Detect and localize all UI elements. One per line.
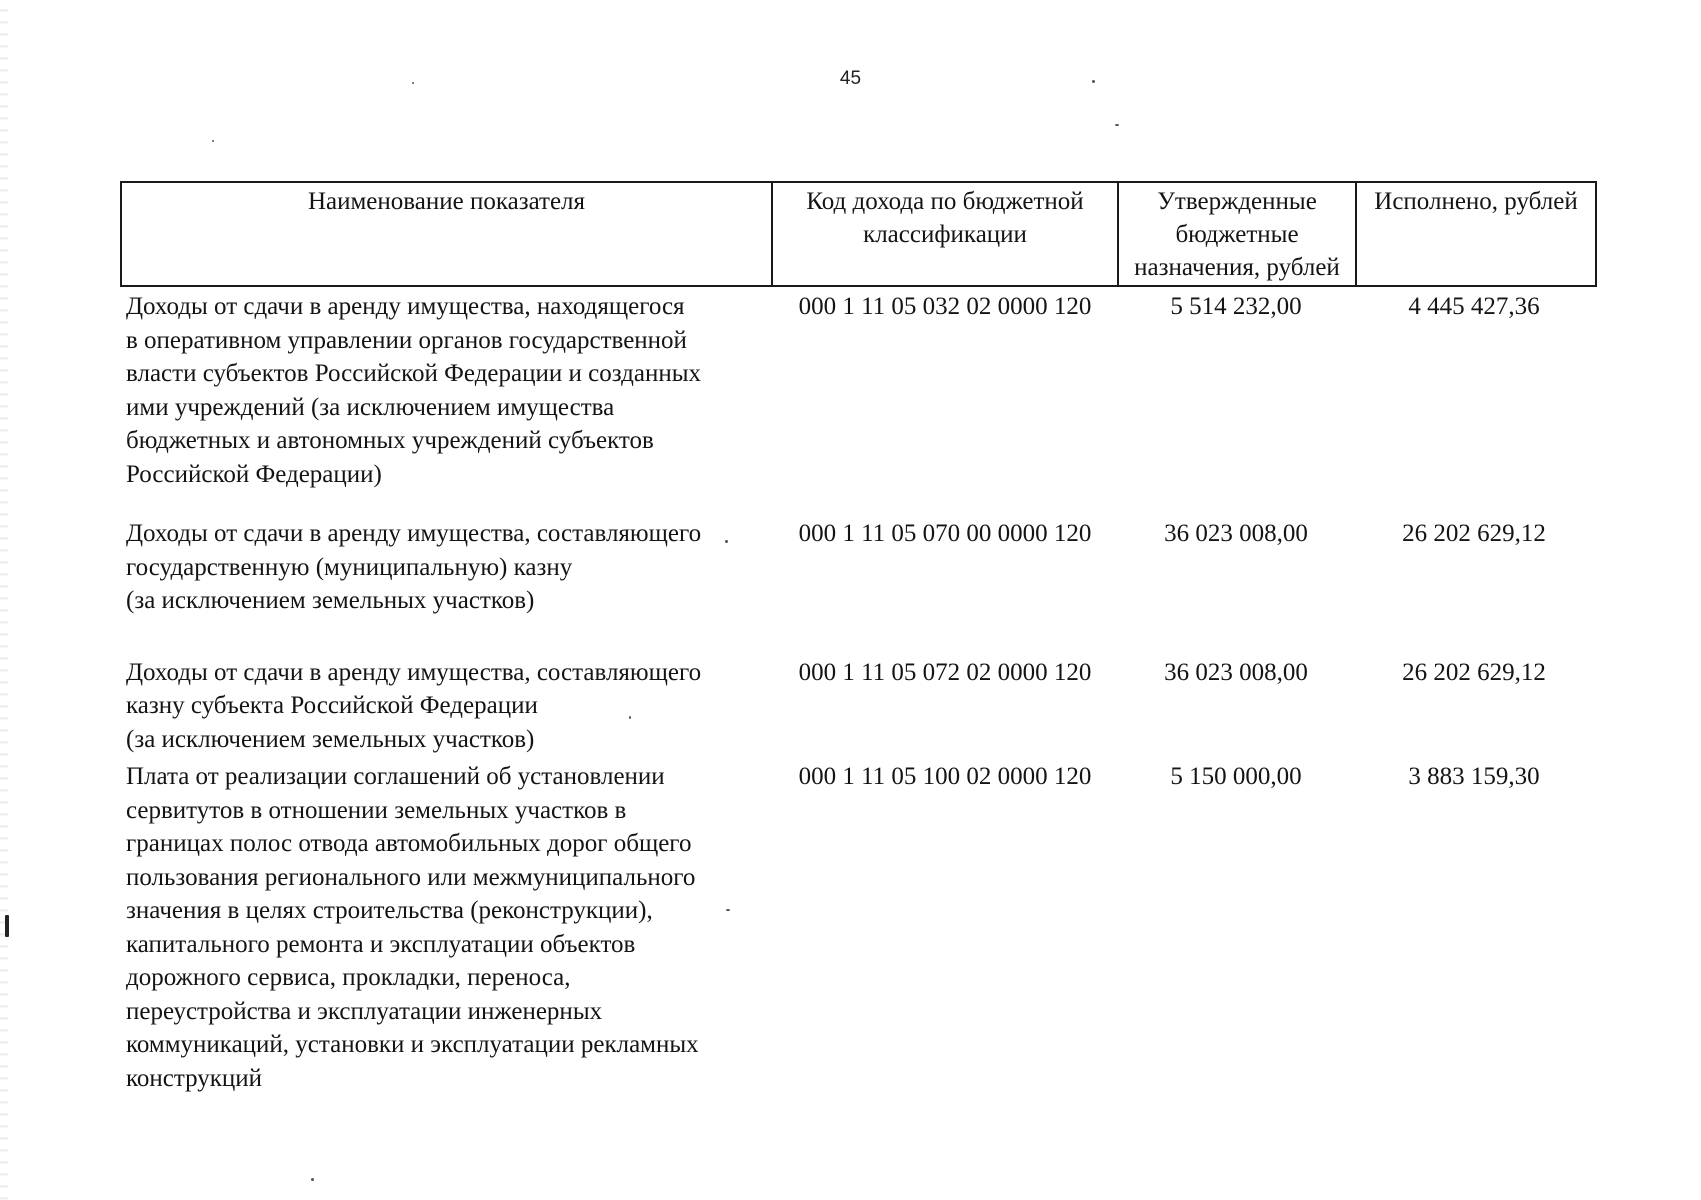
scan-speck xyxy=(212,140,214,142)
table-row xyxy=(120,517,1597,618)
header-executed: Исполнено, рублей xyxy=(1374,188,1578,215)
scan-edge-noise xyxy=(0,0,8,1200)
scan-speck xyxy=(1092,80,1095,83)
scan-speck xyxy=(412,82,414,84)
header-code: Код дохода по бюджетной классификации xyxy=(773,183,1119,285)
scan-speck xyxy=(1115,124,1119,126)
row-code: 000 1 11 05 070 00 0000 120 xyxy=(798,520,1092,547)
row-approved: 36 023 008,00 xyxy=(1164,520,1308,547)
row-executed: 26 202 629,12 xyxy=(1402,658,1546,686)
row-approved: 5 514 232,00 xyxy=(1170,293,1302,320)
header-name: Наименование показателя xyxy=(122,183,773,285)
table-row xyxy=(120,760,1597,1095)
table-header xyxy=(120,181,1597,287)
row-name: Доходы от сдачи в аренду имущества, составляющего государственную (муниципальную) казну (за исключением земельных участков) xyxy=(126,520,702,614)
row-code: 000 1 11 05 032 02 0000 120 xyxy=(798,293,1092,320)
row-name: Плата от реализации соглашений об установлении сервитутов в отношении земельных участков в границах полос отвода автомобильных дорог общего пользования регионального или межмуниципального значения в целях строительства (реконструкции), капитального ремонта и эксплуатации объектов дорожного сервиса, прокладки, переноса, переустройства и эксплуатации инженерных коммуникаций, установки и эксплуатации рекламных конструкций xyxy=(126,763,699,1092)
row-executed: 3 883 159,30 xyxy=(1408,763,1540,790)
scan-speck xyxy=(629,716,631,719)
row-code: 000 1 11 05 100 02 0000 120 xyxy=(798,763,1092,790)
table-body xyxy=(120,290,1597,1095)
scan-speck xyxy=(726,909,730,911)
scan-speck xyxy=(311,1178,314,1181)
scan-speck xyxy=(725,540,728,543)
header-approved: Утвержденные бюджетные назначения, рублей xyxy=(1119,183,1357,285)
row-executed: 26 202 629,12 xyxy=(1402,520,1546,547)
row-spacer xyxy=(120,618,1597,656)
row-executed: 4 445 427,36 xyxy=(1408,293,1540,320)
page-number: 45 xyxy=(839,68,862,89)
row-spacer xyxy=(120,491,1597,517)
row-code: 000 1 11 05 072 02 0000 120 xyxy=(798,658,1092,686)
row-approved: 5 150 000,00 xyxy=(1170,763,1302,790)
row-name: Доходы от сдачи в аренду имущества, составляющего казну субъекта Российской Федерации (за исключением земельных участков) xyxy=(126,658,702,753)
table-row xyxy=(120,290,1597,491)
row-approved: 36 023 008,00 xyxy=(1164,658,1308,686)
scan-speck xyxy=(5,915,9,937)
row-name: Доходы от сдачи в аренду имущества, находящегося в оперативном управлении органов государственной власти субъектов Российской Федерации и созданных ими учреждений (за исключением имущества бюджетных и автономных учреждений субъектов Российской Федерации) xyxy=(126,293,702,488)
table-row xyxy=(120,656,1597,757)
